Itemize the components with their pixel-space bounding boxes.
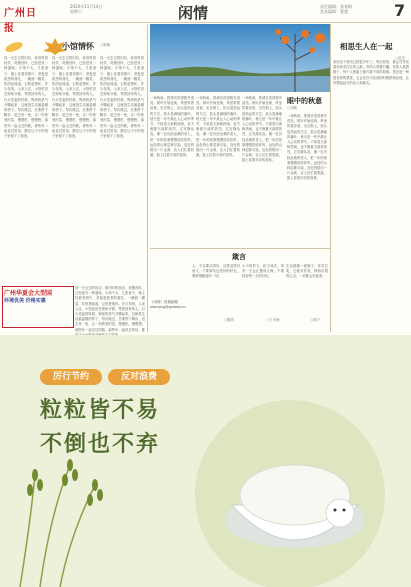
saying-body: 人，不仅要活得好，还要活得有意义，不要辜负这美好的时光，要珍惜眼前的一切。: [192, 264, 240, 279]
article-body: 一场秋雨，把城市洗得格外清亮。树叶开始变黄，风里带着凉意，走在街上，抬头是高远的天空，低头是满地的落叶。秋天是一年中最让人心动的季节，不似春天那般热闹，也不像夏天那样热烈，它安静从容，像一位历经沧桑的老人，把一年的故事慢慢讲给你听。远处的山林层林尽染，近处的稻田一片金黄，农人们忙着收割，脸上挂着丰收的喜悦。: [150, 96, 194, 158]
slogan-line: 不倒也不弃: [40, 431, 161, 457]
article-body: 一场秋雨，把城市洗得格外清亮。树叶开始变黄，风里带着凉意，走在街上，抬头是高远的天空，低头是满地的落叶。秋天是一年中最让人心动的季节，不似春天那般热闹，也不像夏天那样热烈，它安静从容，像一位历经沧桑的老人，把一年的故事慢慢讲给你听。远处的山林层林尽染，近处的稻田一片金黄，农人们忙着收割，脸上挂着丰收的喜悦。: [196, 96, 240, 158]
newspaper-logo: 广州日报: [4, 8, 37, 34]
sayings-title: 箴言: [232, 252, 246, 261]
page-number: 7: [394, 1, 406, 20]
article-title: 相思生人在一起: [340, 42, 393, 51]
column-divider: [330, 24, 331, 332]
article-byline: ○赵亮: [395, 56, 406, 60]
article-body: 同一天去过的旧店，和旧时的伙伴，再聚首时，已经是另一种滋味。小馆不大，几张桌子，墙上挂着老照片，老板是熟悉的面孔，一碗面一碟菜，吃的是味道，记的是情怀。岁月匆匆，人来人往，小馆依旧在街角守候，等着回家的人。灯火亮起的时候，锅里的热气升腾起来，这就是生活最温暖的样子。每次路过，总要停下脚步，进去坐一坐，点一份熟悉的菜，慢慢吃，慢慢想。那些年一起走过的路，那些年一起说过的话，都: [75, 286, 145, 332]
saying-body: 生活就像一面镜子，你对它笑，它就对你笑，保持乐观的心态，一切都会好起来。: [286, 264, 328, 279]
saying-byline: ○郭宁: [310, 318, 321, 322]
editor-line: 责任编辑：张春梅: [320, 4, 352, 9]
slogan-pill: 厉行节约: [40, 369, 102, 385]
ad-subtitle: 环境优美 价格实惠: [4, 298, 46, 304]
slogan-line: 粒粒皆不易: [40, 397, 161, 423]
article-title: 小馆情怀: [62, 41, 94, 51]
date-line: 2020年11月14日: [70, 4, 103, 9]
article-body: 来到这个城市已经很多年了，每次回家，都会在车站看到来来往往的人群。有的人背着行囊，有的人拖着箱子，每个人的脸上都写着不同的故事。思念是一种很奇妙的感觉，它会在你不经意的时候悄悄出现，让你想起远方的亲人和朋友。: [333, 60, 409, 85]
mail-address: xianqing@gzdaily.cn: [150, 305, 186, 309]
article-body: 一场秋雨，把城市洗得格外清亮。树叶开始变黄，风里带着凉意，走在街上，抬头是高远的天空，低头是满地的落叶。秋天是一年中最让人心动的季节，不似春天那般热闹，也不像夏天那样热烈，它安静从容，像一位历经沧桑的老人，把一年的故事慢慢讲给你听。远处的山林层林尽染，近处的稻田一片金黄，农人们忙着收割，脸上挂着丰收的喜悦。: [242, 96, 282, 163]
anti-waste-banner: [0, 335, 411, 587]
saying-byline: ○王冬梅: [266, 318, 280, 322]
article-body: 同一天去过的旧店，和旧时的伙伴，再聚首时，已经是另一种滋味。小馆不大，几张桌子，墙上挂着老照片，老板是熟悉的面孔，一碗面一碟菜，吃的是味道，记的是情怀。岁月匆匆，人来人往，小馆依旧在街角守候，等着回家的人。灯火亮起的时候，锅里的热气升腾起来，这就是生活最温暖的样子。每次路过，总要停下脚步，进去坐一坐，点一份熟悉的菜，慢慢吃，慢慢想。那些年一起走过的路，那些年一起说过的话，都在这小小的馆子里留下了痕迹。: [52, 56, 96, 139]
saying-byline: ○魏青: [224, 318, 235, 322]
article-body: 同一天去过的旧店，和旧时的伙伴，再聚首时，已经是另一种滋味。小馆不大，几张桌子，墙上挂着老照片，老板是熟悉的面孔，一碗面一碟菜，吃的是味道，记的是情怀。岁月匆匆，人来人往，小馆依旧在街角守候，等着回家的人。灯火亮起的时候，锅里的热气升腾起来，这就是生活最温暖的样子。每次路过，总要停下脚步，进去坐一坐，点一份熟悉的菜，慢慢吃，慢慢想。那些年一起走过的路，那些年一起说过的话，都在这小小的馆子里留下了痕迹。: [4, 56, 48, 139]
rice-bowl-illustration: [220, 425, 370, 575]
section-divider: [150, 248, 330, 249]
article-byline: ○陈梅: [100, 43, 111, 47]
slogan-pill: 反对浪费: [108, 369, 170, 385]
submission-box: [150, 300, 190, 310]
date-line: 星期六: [70, 9, 82, 14]
ad-title: 广州华夏会大型国: [4, 290, 53, 297]
autumn-landscape-image: [150, 24, 330, 92]
column-divider: [147, 24, 148, 332]
article-title: 眼中的秋意: [287, 96, 322, 105]
article-body: 一场秋雨，把城市洗得格外清亮。树叶开始变黄，风里带着凉意，走在街上，抬头是高远的天空，低头是满地的落叶。秋天是一年中最让人心动的季节，不似春天那般热闹，也不像夏天那样热烈，它安静从容，像一位历经沧桑的老人，把一年的故事慢慢讲给你听。远处的山林层林尽染，近处的稻田一片金黄，农人们忙着收割，脸上挂着丰收的喜悦。: [287, 114, 327, 181]
leaf-icon: [4, 40, 24, 54]
editor-line: 美术编辑：曹越: [320, 9, 348, 14]
saying-body: 小小的努力，积少成多，终有一天会汇聚成大海，不要轻视每一天的付出。: [242, 264, 284, 279]
article-byline: ○刘峻: [287, 106, 298, 110]
section-title: 闲情: [178, 4, 209, 22]
issue-date: [70, 4, 110, 14]
mail-label: 《闲情》投稿邮箱: [150, 300, 178, 304]
editor-credits: [320, 4, 390, 14]
article-body: 同一天去过的旧店，和旧时的伙伴，再聚首时，已经是另一种滋味。小馆不大，几张桌子，墙上挂着老照片，老板是熟悉的面孔，一碗面一碟菜，吃的是味道，记的是情怀。岁月匆匆，人来人往，小馆依旧在街角守候，等着回家的人。灯火亮起的时候，锅里的热气升腾起来，这就是生活最温暖的样子。每次路过，总要停下脚步，进去坐一坐，点一份熟悉的菜，慢慢吃，慢慢想。那些年一起走过的路，那些年一起说过的话，都在这小小的馆子里留下了痕迹。: [100, 56, 144, 139]
